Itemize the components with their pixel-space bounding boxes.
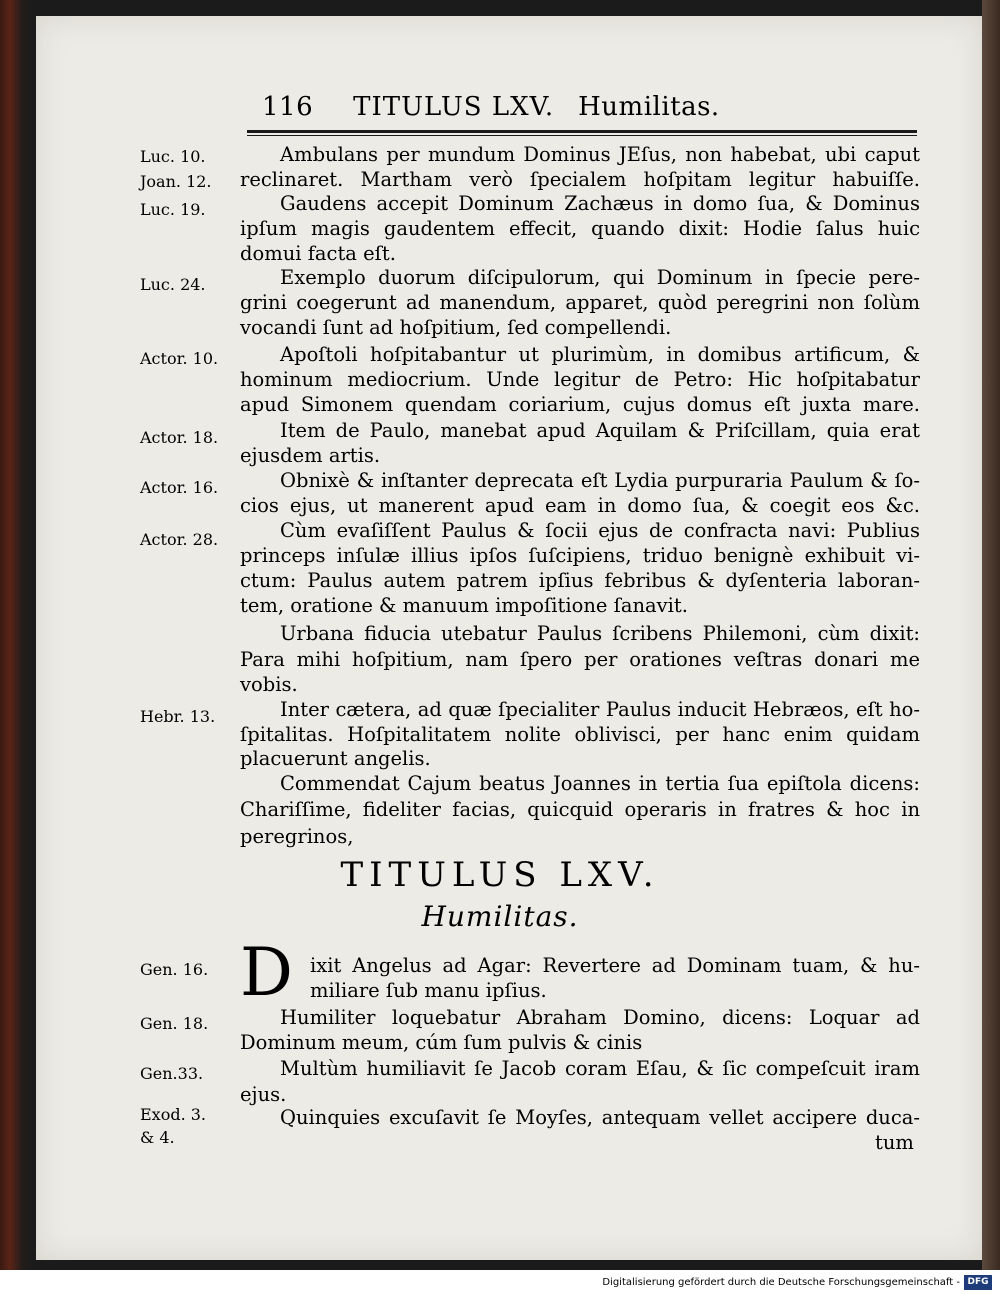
section-title: TITULUS LXV. (340, 855, 660, 895)
book-edge (982, 0, 1000, 1270)
margin-note: Exod. 3. (140, 1105, 207, 1124)
text-line: grini coegerunt ad manendum, apparet, quòd peregrini non ſolùm (240, 291, 920, 314)
text-line: ſpitalitas. Hoſpitalitatem nolite oblivisci, per hanc enim quidam (240, 723, 920, 746)
margin-note: Actor. 28. (140, 530, 219, 549)
margin-note: Actor. 16. (140, 478, 219, 497)
section-subtitle: Humilitas. (421, 900, 579, 933)
text-line: vobis. (240, 673, 298, 696)
text-line: princeps inſulæ illius ipſos ſuſcipiens, triduo benignè exhibuit vi- (240, 544, 920, 567)
text-line: Cùm evaſiſſent Paulus & ſocii ejus de confracta navi: Publius (280, 519, 920, 542)
text-line: apud Simonem quendam coriarium, cujus domus eſt juxta mare. (240, 393, 920, 416)
margin-note: Hebr. 13. (140, 707, 216, 726)
page-number: 116 (262, 92, 314, 122)
drop-cap: D (240, 934, 293, 1011)
dfg-logo: DFG (964, 1275, 992, 1290)
text-line: Exemplo duorum diſcipulorum, qui Dominum in ſpecie pere- (280, 266, 920, 289)
margin-note: & 4. (140, 1128, 175, 1147)
text-line: peregrinos, (240, 825, 354, 848)
footer-bar (0, 1270, 1000, 1295)
text-line: Multùm humiliavit ſe Jacob coram Eſau, & ſic compeſcuit iram (280, 1057, 920, 1080)
text-line: ixit Angelus ad Agar: Revertere ad Dominam tuam, & hu- (310, 954, 920, 977)
text-line: Commendat Cajum beatus Joannes in tertia ſua epiſtola dicens: (280, 772, 920, 795)
text-line: ejus. (240, 1083, 287, 1106)
text-line: placuerunt angelis. (240, 747, 431, 770)
text-line: cios ejus, ut manerent apud eam in domo ſua, & coegit eos &c. (240, 494, 920, 517)
text-line: hominum mediocrium. Unde legitur de Petro: Hic hoſpitabatur (240, 368, 920, 391)
catchword: tum (875, 1131, 914, 1154)
text-line: Obnixè & inſtanter deprecata eſt Lydia purpuraria Paulum & ſo- (280, 469, 920, 492)
margin-note: Joan. 12. (140, 172, 212, 191)
text-line: ejusdem artis. (240, 444, 381, 467)
text-line: Chariſſime, fideliter facias, quicquid operaris in fratres & hoc in (240, 798, 920, 821)
text-line: Apoſtoli hoſpitabantur ut plurimùm, in domibus artificum, & (280, 343, 920, 366)
text-line: Ambulans per mundum Dominus JEſus, non habebat, ubi caput (280, 143, 920, 166)
text-line: ctum: Paulus autem patrem ipſius febribus & dyſenteria laboran- (240, 569, 920, 592)
header-title: TITULUS LXV. (353, 92, 555, 122)
margin-note: Gen. 18. (140, 1014, 209, 1033)
margin-note: Luc. 24. (140, 275, 206, 294)
text-line: miliare ſub manu ipſius. (310, 979, 547, 1002)
margin-note: Gen.33. (140, 1064, 204, 1083)
text-line: Urbana fiducia utebatur Paulus ſcribens Philemoni, cùm dixit: (280, 622, 920, 645)
header-subject: Humilitas. (578, 92, 720, 122)
text-line: Item de Paulo, manebat apud Aquilam & Priſcillam, quia erat (280, 419, 920, 442)
margin-note: Actor. 18. (140, 428, 219, 447)
text-line: domui facta eſt. (240, 242, 396, 265)
margin-note: Luc. 19. (140, 200, 206, 219)
text-line: Quinquies excuſavit ſe Moyſes, antequam vellet accipere duca- (280, 1106, 920, 1129)
margin-note: Luc. 10. (140, 147, 206, 166)
running-header (262, 92, 720, 122)
margin-note: Gen. 16. (140, 960, 209, 979)
text-line: Gaudens accepit Dominum Zachæus in domo ſua, & Dominus (280, 192, 920, 215)
header-rule (247, 130, 917, 133)
text-line: Inter cætera, ad quæ ſpecialiter Paulus inducit Hebræos, eſt ho- (280, 698, 920, 721)
footer-credit: Digitalisierung gefördert durch die Deutsche Forschungsgemeinschaft - (602, 1277, 960, 1288)
margin-note: Actor. 10. (140, 349, 219, 368)
text-line: Humiliter loquebatur Abraham Domino, dicens: Loquar ad (280, 1006, 920, 1029)
header-rule-thin (247, 135, 917, 136)
text-line: tem, oratione & manuum impoſitione ſanavit. (240, 594, 688, 617)
text-line: vocandi ſunt ad hoſpitium, ſed compellendi. (240, 316, 672, 339)
text-line: Dominum meum, cúm ſum pulvis & cinis (240, 1031, 643, 1054)
text-line: Para mihi hoſpitium, nam ſpero per orationes veſtras donari me (240, 648, 920, 671)
text-line: ipſum magis gaudentem effecit, quando dixit: Hodie ſalus huic (240, 217, 920, 240)
text-line: reclinaret. Martham verò ſpecialem hoſpitam legitur habuiſſe. (240, 168, 920, 191)
